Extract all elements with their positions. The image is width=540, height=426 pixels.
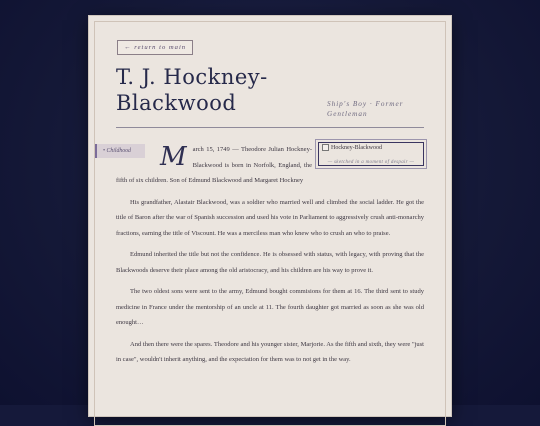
return-to-main-button[interactable]: ← return to main <box>117 40 193 55</box>
portrait-caption: — sketched in a moment of despair — <box>327 160 415 165</box>
section-tab-childhood[interactable]: • Childhood <box>95 144 145 158</box>
paragraph-3: Edmund inherited the title but not the confidence. He is obsessed with status, with legacy, with proving that the Blackwoods deserve their place among the old aristocracy, and his children are his way to prove it. <box>116 251 424 274</box>
page-title <box>116 64 316 116</box>
paragraph-2: His grandfather, Alastair Blackwood, was a soldier who married well and climbed the social ladder. He got the title of Baron after the war of Spanish succession and used his vote in Parliament to aggressively crush anti-monarchy fractions, earning the title of Viscount. He was a merciless man who knew who to crush an who to praise. <box>116 198 424 237</box>
title-line-2: Blackwood <box>116 91 237 115</box>
document-page <box>89 16 451 416</box>
portrait-frame <box>318 142 424 166</box>
broken-image-icon <box>322 144 329 151</box>
paragraph-1 <box>116 142 424 189</box>
paragraph-1-text: arch 15, 1749 — Theodore Julian Hockney-Blackwood is born in Norfolk, England, the fifth of six children. Son of Edmund Blackwood and Margaret Hockney <box>116 146 312 184</box>
portrait-alt-text: Hockney-Blackwood <box>331 145 382 151</box>
header-divider <box>116 127 424 128</box>
drop-cap: M <box>160 142 187 172</box>
paragraph-5: And then there were the spares. Theodore and his younger sister, Marjorie. As the fifth and sixth, they were "just in case", wouldn't inherit anything, and the expectation for them was to not get in the way. <box>116 340 424 363</box>
title-line-1: T. J. Hockney- <box>116 65 268 89</box>
character-role: Ship's Boy · Former Gentleman <box>327 100 404 118</box>
portrait-image <box>322 144 382 152</box>
paragraph-4: The two oldest sons were sent to the army, Edmund bought commisions for them at 16. The third sent to study medicine in France under the mentorship of an uncle at 11. The fourth daughter got married as soon as she was old enought… <box>116 288 424 326</box>
article-body <box>116 142 424 374</box>
